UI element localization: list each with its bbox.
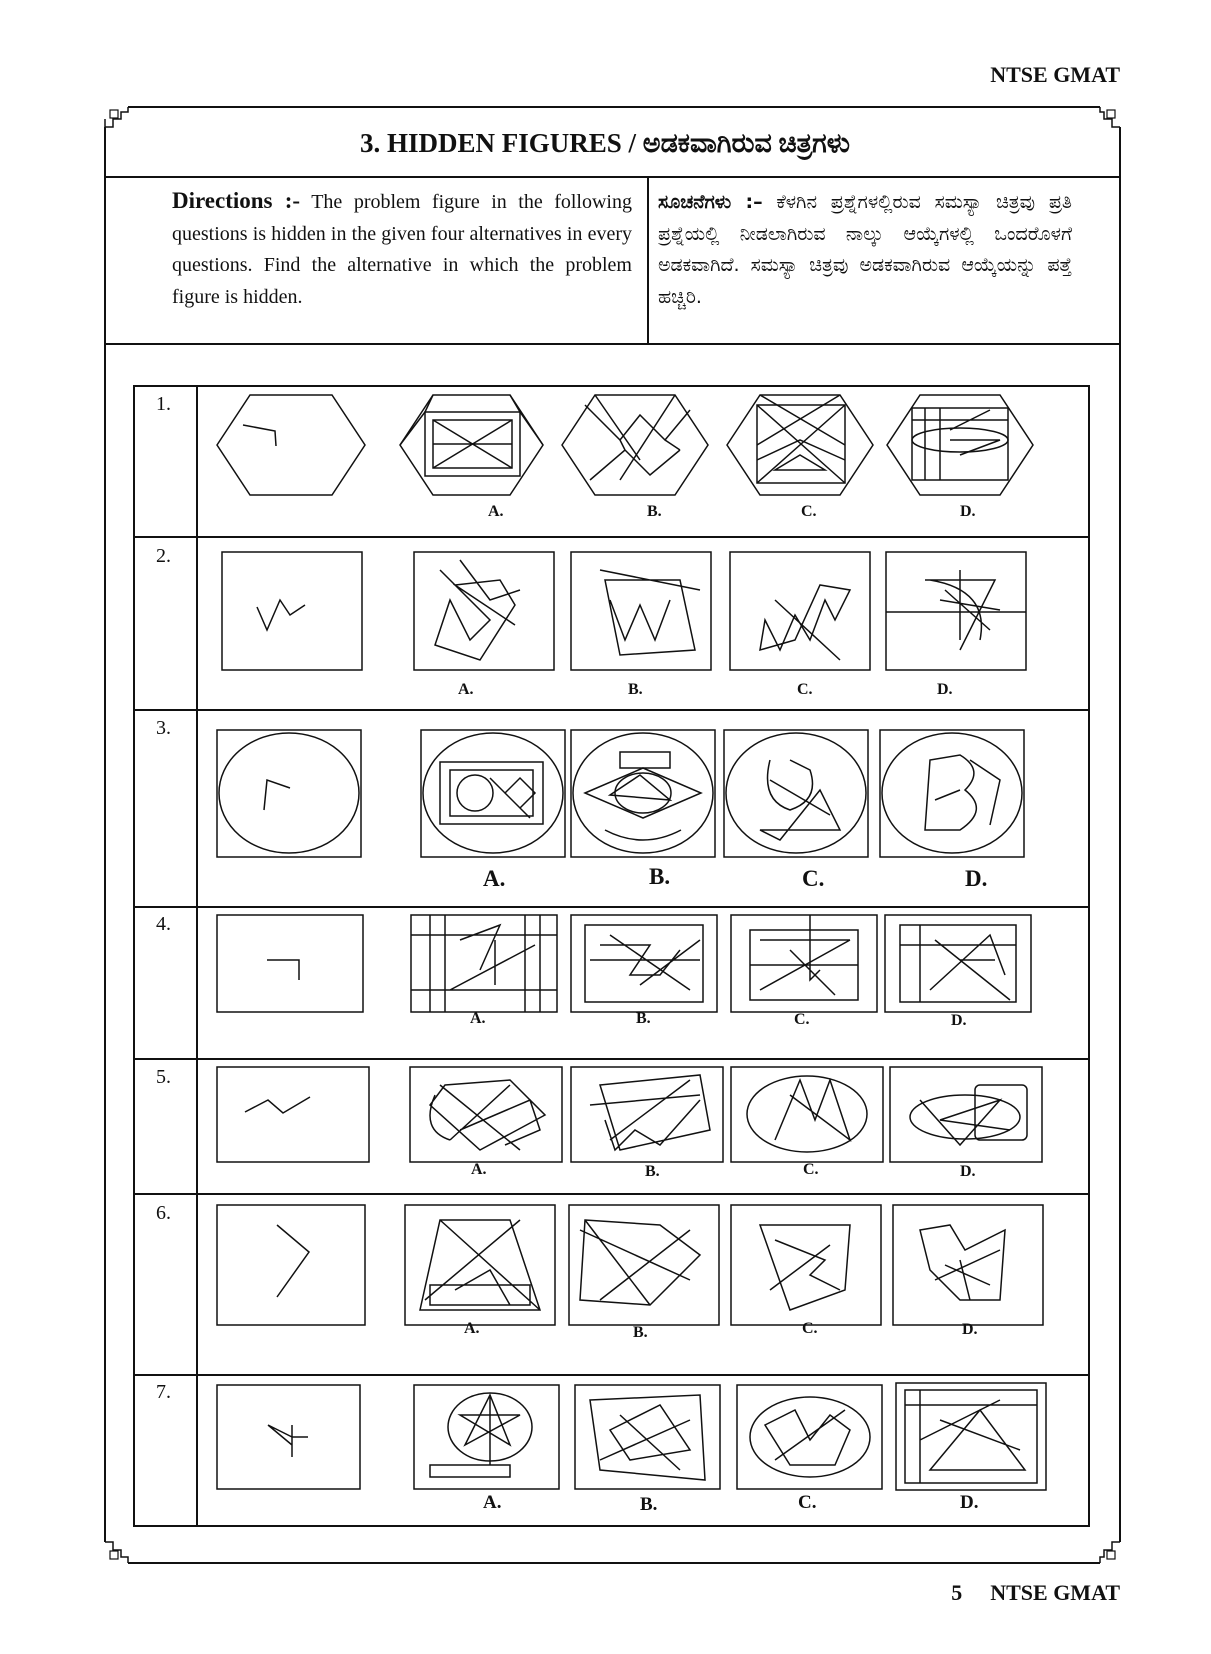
question-number: 1. <box>156 393 171 415</box>
q5-option-a <box>410 1067 562 1162</box>
option-label: C. <box>802 1320 818 1337</box>
option-label: A. <box>471 1161 487 1178</box>
page-number: 5 <box>951 1580 963 1605</box>
q3-option-c <box>724 730 868 857</box>
option-label: C. <box>801 503 817 520</box>
option-label: C. <box>798 1492 817 1513</box>
directions-kannada <box>658 187 1072 313</box>
q4-option-b <box>571 915 717 1012</box>
question-number: 4. <box>156 913 171 935</box>
option-label: B. <box>640 1494 658 1515</box>
q4-option-a <box>411 915 557 1012</box>
q7-option-a <box>414 1385 559 1489</box>
question-number: 5. <box>156 1066 171 1088</box>
option-label: C. <box>802 866 825 891</box>
q5-option-d <box>890 1067 1042 1162</box>
q2-option-b <box>571 552 711 670</box>
question-number: 6. <box>156 1202 171 1224</box>
q5-option-c <box>731 1067 883 1162</box>
option-label: A. <box>470 1010 486 1027</box>
q4-option-d <box>885 915 1031 1012</box>
option-label: D. <box>962 1321 978 1338</box>
option-label: C. <box>797 681 813 698</box>
q3-problem-figure <box>217 730 361 857</box>
option-label: C. <box>803 1161 819 1178</box>
q1-option-b <box>562 395 708 495</box>
q6-option-d <box>893 1205 1043 1325</box>
q4-option-c <box>731 915 877 1012</box>
directions-label: Directions :- <box>172 188 301 213</box>
q2-option-c <box>730 552 870 670</box>
option-label: B. <box>649 864 671 889</box>
question-number: 2. <box>156 545 171 567</box>
q2-option-a <box>414 552 554 670</box>
option-label: B. <box>636 1010 651 1027</box>
option-label: D. <box>960 1163 976 1180</box>
option-label: B. <box>633 1324 648 1341</box>
option-label: A. <box>488 503 504 520</box>
q6-option-b <box>569 1205 719 1325</box>
q5-option-b <box>571 1067 723 1162</box>
directions-text: The problem figure in the following questions is hidden in the given four alternatives in every questions. Find the alternative in which the problem figure is hidden. <box>172 191 632 308</box>
q7-option-b <box>575 1385 720 1489</box>
q1-problem-figure <box>217 395 365 495</box>
q3-option-a <box>421 730 565 857</box>
q1-option-a <box>400 395 543 495</box>
q1-option-c <box>727 395 873 495</box>
page-footer <box>800 1580 1120 1606</box>
option-label: B. <box>645 1163 660 1180</box>
q4-problem-figure <box>217 915 363 1012</box>
option-label: B. <box>647 503 662 520</box>
q3-option-b <box>571 730 715 857</box>
directions-kannada-label: ಸೂಚನೆಗಳು :– <box>658 191 763 213</box>
q6-option-a <box>405 1205 555 1325</box>
option-label: D. <box>951 1012 967 1029</box>
q6-option-c <box>731 1205 881 1325</box>
q7-option-c <box>737 1385 882 1489</box>
option-label: A. <box>458 681 474 698</box>
q6-problem-figure <box>217 1205 365 1325</box>
option-label: C. <box>794 1011 810 1028</box>
directions-kannada-text: ಕೆಳಗಿನ ಪ್ರಶ್ನೆಗಳಲ್ಲಿರುವ ಸಮಸ್ಯಾ ಚಿತ್ರವು ಪ್ರತಿ ಪ್ರಶ್ನೆಯಲ್ಲಿ ನೀಡಲಾಗಿರುವ ನಾಲ್ಕು ಆಯ್ಕೆಗಳಲ್ಲಿ ಒಂದರೊಳಗೆ ಅಡಕವಾಗಿದೆ. ಸಮಸ್ಯಾ ಚಿತ್ರವು ಅಡಕವಾಗಿರುವ ಆಯ್ಕೆಯನ್ನು ಪತ್ತೆ ಹಚ್ಚಿರಿ. <box>658 191 1072 308</box>
directions-english <box>172 185 632 313</box>
option-label: A. <box>483 1492 502 1513</box>
q2-problem-figure <box>222 552 362 670</box>
option-label: D. <box>965 866 988 891</box>
option-label: B. <box>628 681 643 698</box>
section-title: 3. HIDDEN FIGURES / ಅಡಕವಾಗಿರುವ ಚಿತ್ರಗಳು <box>360 128 850 158</box>
q2-option-d <box>886 552 1026 670</box>
q7-problem-figure <box>217 1385 360 1489</box>
q5-problem-figure <box>217 1067 369 1162</box>
footer-title: NTSE GMAT <box>990 1580 1120 1605</box>
page-header-title: NTSE GMAT <box>990 62 1120 87</box>
option-label: D. <box>960 503 976 520</box>
option-label: D. <box>960 1492 979 1513</box>
question-number: 7. <box>156 1381 171 1403</box>
question-number: 3. <box>156 717 171 739</box>
q7-option-d <box>896 1383 1046 1490</box>
option-label: D. <box>937 681 953 698</box>
option-label: A. <box>464 1320 480 1337</box>
q3-option-d <box>880 730 1024 857</box>
q1-option-d <box>887 395 1033 495</box>
option-label: A. <box>483 866 506 891</box>
